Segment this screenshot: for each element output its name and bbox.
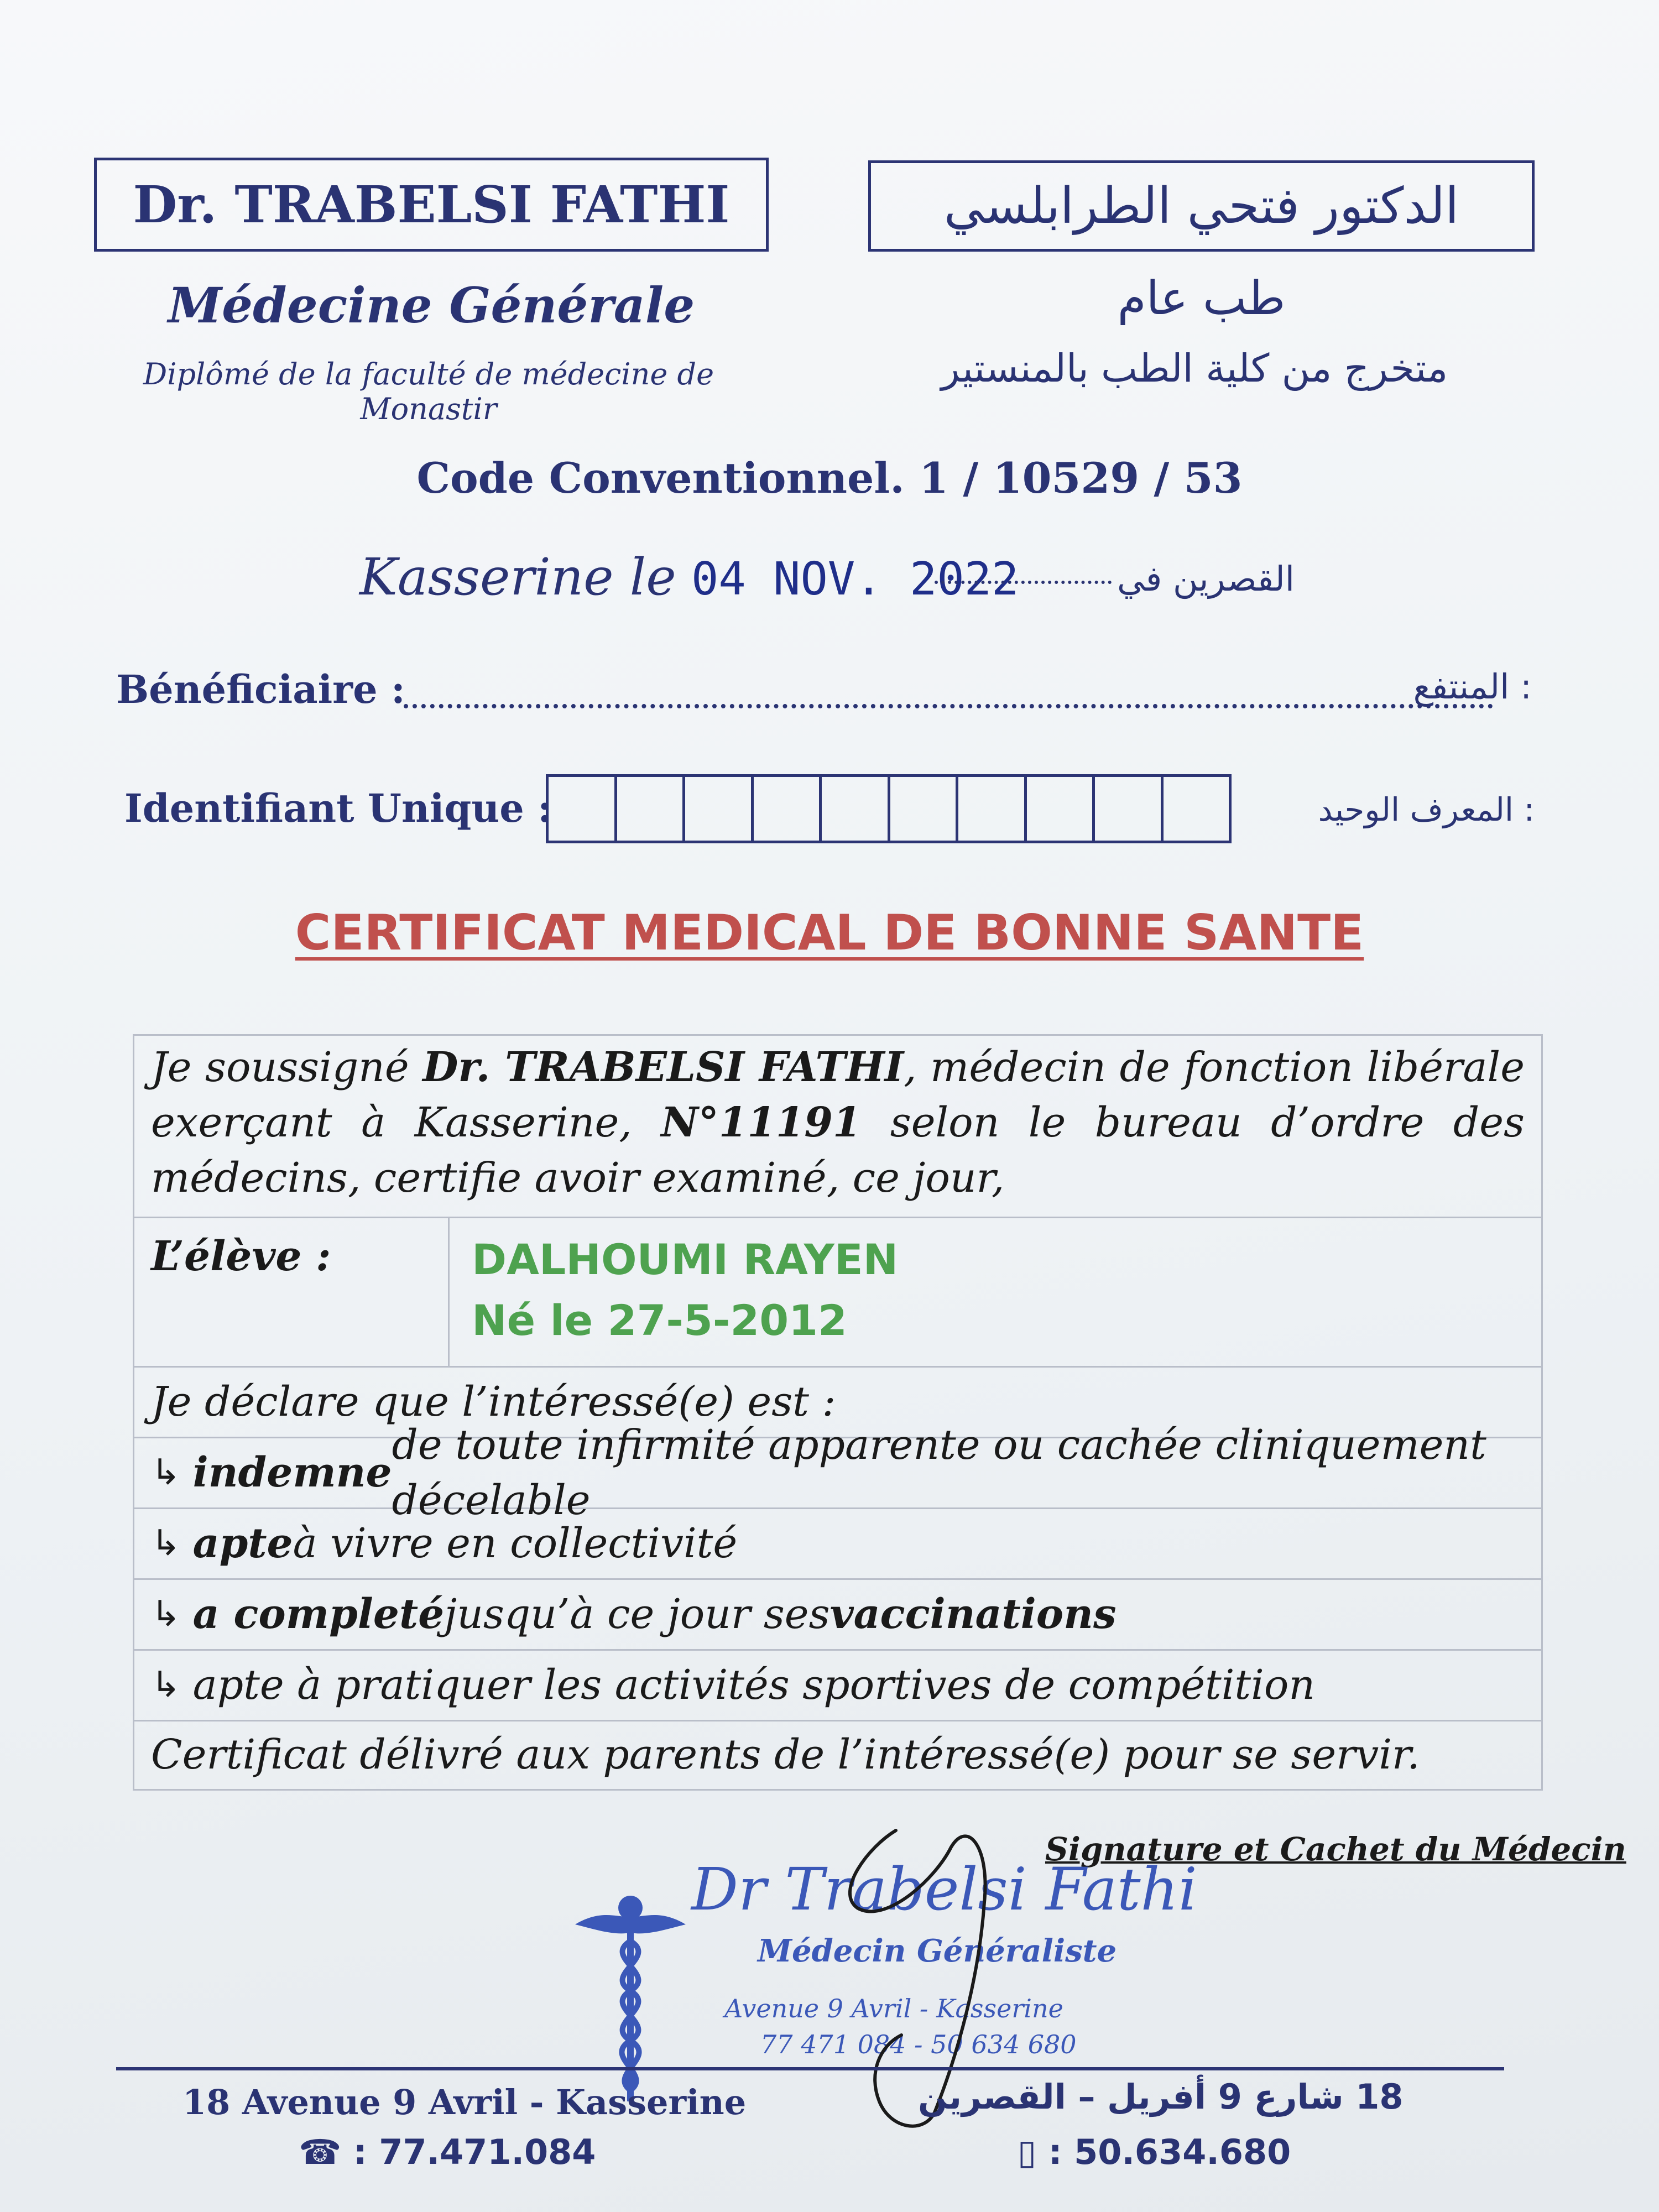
stamp-address: Avenue 9 Avril - Kasserine (724, 1994, 1063, 2023)
place-date-line (359, 547, 1300, 619)
identifier-cell (685, 777, 754, 841)
beneficiary-ar: : المنتفع (1413, 666, 1532, 707)
intro-text-1: Je soussigné (151, 1044, 423, 1091)
identifier-cell (1164, 777, 1229, 841)
item-bold-2: vaccinations (830, 1590, 1117, 1638)
intro-text-2: , médecin de fonction libérale exerçant à Kasserine, (151, 1044, 1525, 1146)
specialty-ar: طب عام (1117, 271, 1286, 325)
declare-text: Je déclare que l’intéressé(e) est : (151, 1378, 836, 1426)
item-bold: indemne (192, 1448, 392, 1496)
doctor-name-ar (868, 160, 1535, 252)
item-row (133, 1421, 1543, 1524)
doctor-stamp (570, 1814, 1206, 2101)
item-text: à vivre en collectivité (293, 1519, 738, 1567)
intro-paragraph (133, 1034, 1543, 1217)
footer-divider (116, 2067, 1504, 2070)
item-text: apte à pratiquer les activités sportives de compétition (192, 1661, 1316, 1709)
item-row (133, 1578, 1543, 1649)
beneficiary-row (116, 666, 1532, 722)
mobile-phone-icon: ▯ (1018, 2132, 1037, 2172)
specialty-fr: Médecine Générale (168, 276, 695, 334)
item-row (133, 1649, 1543, 1720)
date-value: 04 NOV. 2022 (691, 553, 1019, 606)
check-arrow-icon: ↳ (151, 1665, 181, 1706)
doctor-name-fr (94, 158, 769, 252)
footer-phone-mobile (1018, 2132, 1291, 2172)
doctor-name-ar-text: الدكتور فتحي الطرابلسي (943, 177, 1459, 235)
phone-fixed-text: : 77.471.084 (353, 2132, 596, 2172)
item-bold: a completé (192, 1590, 445, 1638)
place-fr: Kasserine le (359, 547, 676, 607)
identifier-ar: : المعرف الوحيد (1318, 791, 1535, 828)
diploma-ar: متخرج من كلية الطب بالمنستير (941, 346, 1448, 391)
student-values (450, 1218, 920, 1366)
student-name: DALHOUMI RAYEN (472, 1235, 899, 1284)
intro-text-3: selon le bureau d’ordre des médecins, certifie avoir examiné, ce jour, (151, 1098, 1525, 1202)
identifier-cell (549, 777, 617, 841)
item-text: jusqu’à ce jour ses (444, 1590, 830, 1638)
identifier-row (124, 774, 1535, 846)
identifier-cell (822, 777, 890, 841)
code-conventionnel: Code Conventionnel. 1 / 10529 / 53 (416, 453, 1243, 503)
closing-text: Certificat délivré aux parents de l’intéressé(e) pour se servir. (151, 1731, 1420, 1779)
item-text: de toute infirmité apparente ou cachée cliniquement décelable (392, 1421, 1486, 1524)
identifier-cell (1027, 777, 1095, 841)
telephone-icon: ☎ (299, 2132, 342, 2172)
item-bold: apte (192, 1519, 293, 1567)
intro-order-number: N°11191 (661, 1098, 862, 1146)
place-ar: القصرين في (1117, 559, 1295, 599)
diploma-fr: Diplômé de la faculté de médecine de Monastir (143, 357, 714, 426)
stamp-phones: 77 471 084 - 50 634 680 (760, 2030, 1077, 2059)
footer-phone-fixed (299, 2132, 596, 2172)
identifier-cell (617, 777, 686, 841)
closing-row (133, 1720, 1543, 1791)
footer-address-ar: 18 شارع 9 أفريل – القصرين (918, 2077, 1404, 2117)
identifier-cell (890, 777, 959, 841)
footer-address-fr: 18 Avenue 9 Avril - Kasserine (182, 2082, 747, 2122)
phone-mobile-text: : 50.634.680 (1048, 2132, 1291, 2172)
signature-title: Signature et Cachet du Médecin (1045, 1830, 1626, 1868)
intro-doctor-name: Dr. TRABELSI FATHI (422, 1044, 904, 1091)
caduceus-icon (570, 1886, 691, 2107)
certificate-title: CERTIFICAT MEDICAL DE BONNE SANTE (295, 904, 1364, 961)
beneficiary-label: Bénéficiaire : (116, 666, 405, 712)
check-arrow-icon: ↳ (151, 1523, 181, 1564)
identifier-grid (546, 774, 1232, 843)
student-label: L’élève : (134, 1218, 450, 1366)
doctor-name-fr-text: Dr. TRABELSI FATHI (133, 175, 730, 234)
check-arrow-icon: ↳ (151, 1452, 181, 1494)
student-row (133, 1217, 1543, 1366)
check-arrow-icon: ↳ (151, 1594, 181, 1635)
certificate-body (133, 1034, 1543, 1791)
identifier-cell (1095, 777, 1164, 841)
identifier-cell (754, 777, 822, 841)
beneficiary-dotted-line (404, 704, 1493, 708)
stamp-title: Médecin Généraliste (758, 1933, 1117, 1969)
identifier-label: Identifiant Unique : (124, 785, 552, 831)
stamp-name: Dr Trabelsi Fathi (691, 1855, 1197, 1923)
date-dotted-line (935, 581, 1112, 584)
student-birth: Né le 27-5-2012 (472, 1296, 847, 1345)
identifier-cell (958, 777, 1027, 841)
